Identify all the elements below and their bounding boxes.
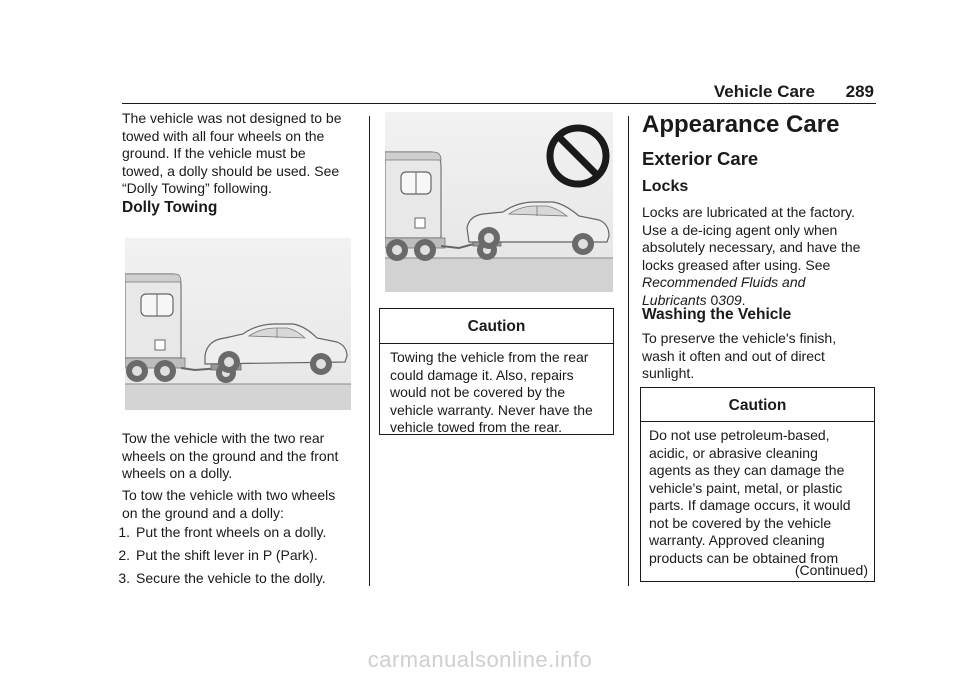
list-item [108,524,326,541]
list-item [108,570,326,587]
text-line: products can be obtained from [649,549,839,566]
washing-paragraph [642,330,836,383]
text-line: agents as they can damage the [649,462,845,478]
list-number: 1. [118,524,130,540]
text-line: absolutely necessary, and have the [642,239,861,255]
list-number: 3. [118,570,130,586]
page-header [0,82,960,104]
caution-text [649,427,851,567]
caution-title: Caution [467,318,526,335]
text-line: acidic, or abrasive cleaning [649,444,818,461]
header-section-title: Vehicle Care [713,82,815,101]
text-line: wheels on the ground and the front [122,447,339,464]
text-line: would not be covered by the [390,384,566,400]
text-line: To preserve the vehicle's finish, [642,330,837,346]
text-line: sunlight. [642,365,695,381]
text-line: Do not use petroleum-based, [649,427,830,443]
list-text: Secure the vehicle to the dolly. [136,570,326,586]
page-reference-number[interactable]: 309 [718,291,742,308]
steps-intro-paragraph [122,487,335,522]
cross-reference-link[interactable] [642,274,860,292]
intro-paragraph [122,110,341,198]
text-line: vehicle warranty. Never have the [390,401,593,418]
text-line: towed, a dolly should be used. See [122,162,340,179]
text-line: could damage it. Also, repairs [390,366,574,383]
caution-text [390,349,593,437]
list-text: Put the shift lever in P (Park). [136,547,318,563]
header-page-number: 289 [845,82,874,101]
tow-paragraph [122,430,338,483]
cross-reference-text[interactable]: Lubricants [642,291,707,308]
text-line: Tow the vehicle with the two rear [122,430,325,446]
text-line: Towing the vehicle from the rear [390,349,589,365]
punctuation: . [741,291,746,308]
text-line: on the ground and a dolly: [122,504,284,521]
text-line: parts. If damage occurs, it would [649,497,851,513]
continued-label: (Continued) [794,562,868,578]
list-number: 2. [118,547,130,563]
dolly-towing-illustration [125,238,351,410]
cross-reference-text[interactable]: Recommended Fluids and [642,274,806,290]
text-line: ground. If the vehicle must be [122,145,306,161]
text-line: The vehicle was not designed to be [122,110,342,126]
text-line: towed with all four wheels on the [122,127,325,144]
column-divider-1 [369,116,370,586]
caution-divider [380,343,613,344]
text-line: “Dolly Towing” following. [122,180,272,196]
text-line: not be covered by the vehicle [649,514,832,531]
locks-heading: Locks [642,178,689,195]
exterior-care-heading: Exterior Care [642,148,759,169]
caution-title: Caution [728,397,787,414]
watermark-text: carmanualsonline.info [367,647,593,672]
list-item [108,547,318,564]
washing-heading: Washing the Vehicle [642,306,792,323]
caution-divider [641,421,874,422]
page-reference-icon: 0 [710,291,719,308]
text-line: vehicle's paint, metal, or plastic [649,479,843,496]
column-divider-2 [628,116,629,586]
text-line: wash it often and out of direct [642,347,825,364]
text-line: vehicle towed from the rear. [390,419,562,435]
caution-box-cleaning [640,387,875,582]
rear-towing-prohibited-illustration [385,112,613,292]
header-rule [122,103,876,104]
text-line: To tow the vehicle with two wheels [122,487,336,503]
locks-paragraph [642,204,860,309]
dolly-towing-heading: Dolly Towing [122,199,218,216]
text-line: warranty. Approved cleaning [649,532,825,548]
text-line: locks greased after using. See [642,256,831,273]
appearance-care-heading: Appearance Care [642,111,840,138]
text-line: Use a de-icing agent only when [642,221,838,238]
list-text: Put the front wheels on a dolly. [136,524,327,540]
caution-box-rear-towing [379,308,614,435]
text-line: wheels on a dolly. [122,465,233,481]
text-line: Locks are lubricated at the factory. [642,204,855,220]
